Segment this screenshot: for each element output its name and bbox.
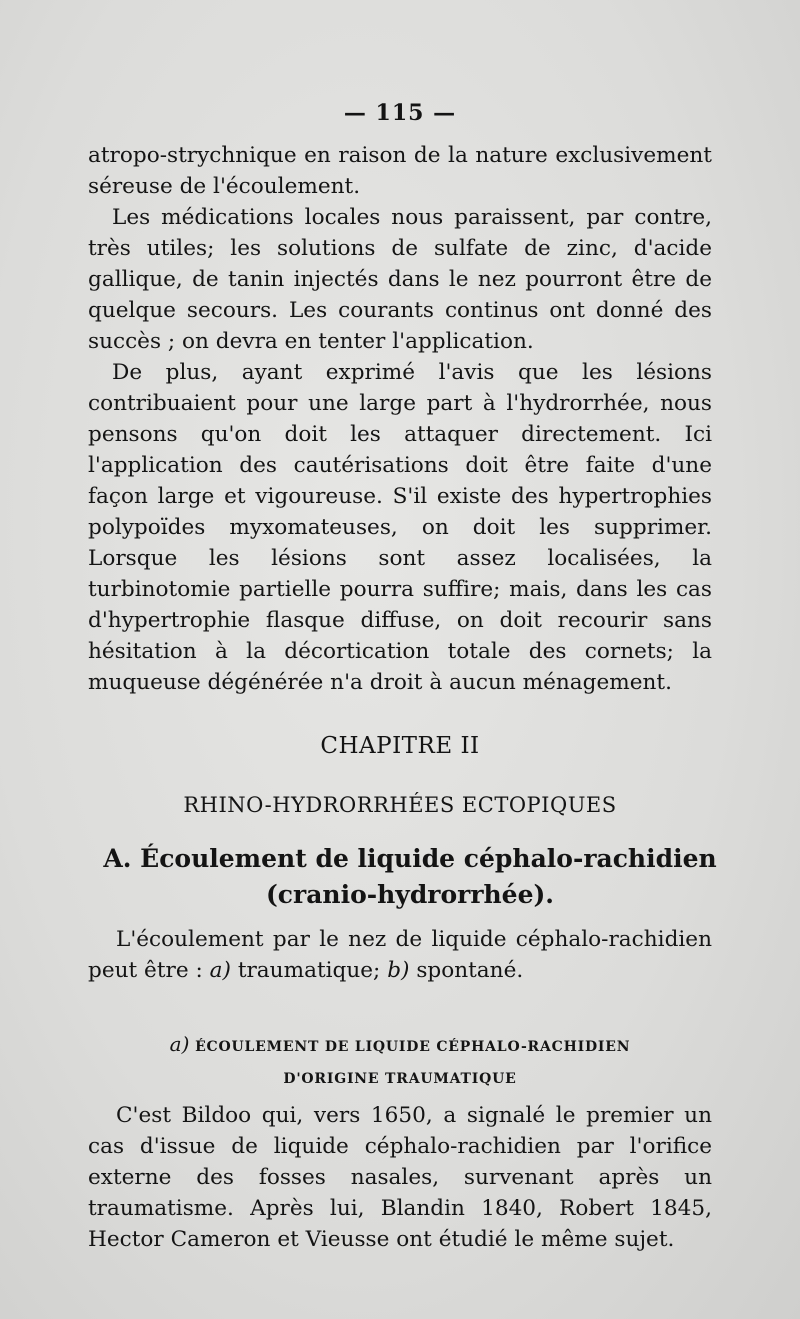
small-heading-text-1: ÉCOULEMENT DE LIQUIDE CÉPHALO-RACHIDIEN — [195, 1039, 631, 1055]
small-heading-line-1 — [0, 1028, 800, 1063]
intro-paragraph — [88, 924, 712, 986]
subsection-line-1: A. Écoulement de liquide céphalo-rachidien — [103, 844, 717, 873]
page-number: — 115 — — [343, 100, 457, 126]
small-heading — [0, 1028, 800, 1095]
item-b-marker: b) — [387, 958, 410, 983]
paragraph-last: C'est Bildoo qui, vers 1650, a signalé le premier un cas d'issue de liquide céphalo-rachidien par l'orifice externe des fosses nasales, survenant après un traumatisme. Après lui, Blandin 1840, Robert 1845, Hector Cameron et Vieusse ont étudié le même sujet. — [88, 1103, 712, 1252]
item-a-text: traumatique; — [237, 958, 381, 983]
item-a-marker: a) — [209, 958, 231, 983]
subsection-heading — [100, 841, 720, 913]
chapter-heading: CHAPITRE II — [320, 733, 480, 759]
intro-text-before: L'écoulement par le nez de liquide céphalo-rachidien peut être : — [88, 927, 712, 983]
small-heading-marker: a) — [169, 1032, 190, 1056]
item-b-text: spontané. — [416, 958, 524, 983]
intro-text — [88, 924, 712, 986]
section-heading: RHINO-HYDRORRHÉES ECTOPIQUES — [183, 793, 617, 817]
paragraph-3: De plus, ayant exprimé l'avis que les lésions contribuaient pour une large part à l'hydrorrhée, nous pensons qu'on doit les attaquer directement. Ici l'application des cautérisations doit être faite d'une façon large et vigoureuse. S'il existe des hypertrophies polypoïdes myxomateuses, on doit les supprimer. Lorsque les lésions sont assez localisées, la turbinotomie partielle pourra suffire; mais, dans les cas d'hypertrophie flasque diffuse, on doit recourir sans hésitation à la décortication totale des cornets; la muqueuse dégénérée n'a droit à aucun ménagement. — [88, 360, 712, 695]
subsection-line-2: (cranio-hydrorrhée). — [265, 880, 555, 909]
small-heading-line-2: D'ORIGINE TRAUMATIQUE — [283, 1071, 517, 1087]
body-text-bottom — [88, 1100, 712, 1255]
paragraph-1: atropo-strychnique en raison de la nature exclusivement séreuse de l'écoulement. — [88, 143, 712, 199]
paragraph-2: Les médications locales nous paraissent, par contre, très utiles; les solutions de sulfate de zinc, d'acide gallique, de tanin injectés dans le nez pourront être de quelque secours. Les courants continus ont donné des succès ; on devra en tenter l'application. — [88, 205, 712, 354]
body-text-top — [88, 140, 712, 698]
